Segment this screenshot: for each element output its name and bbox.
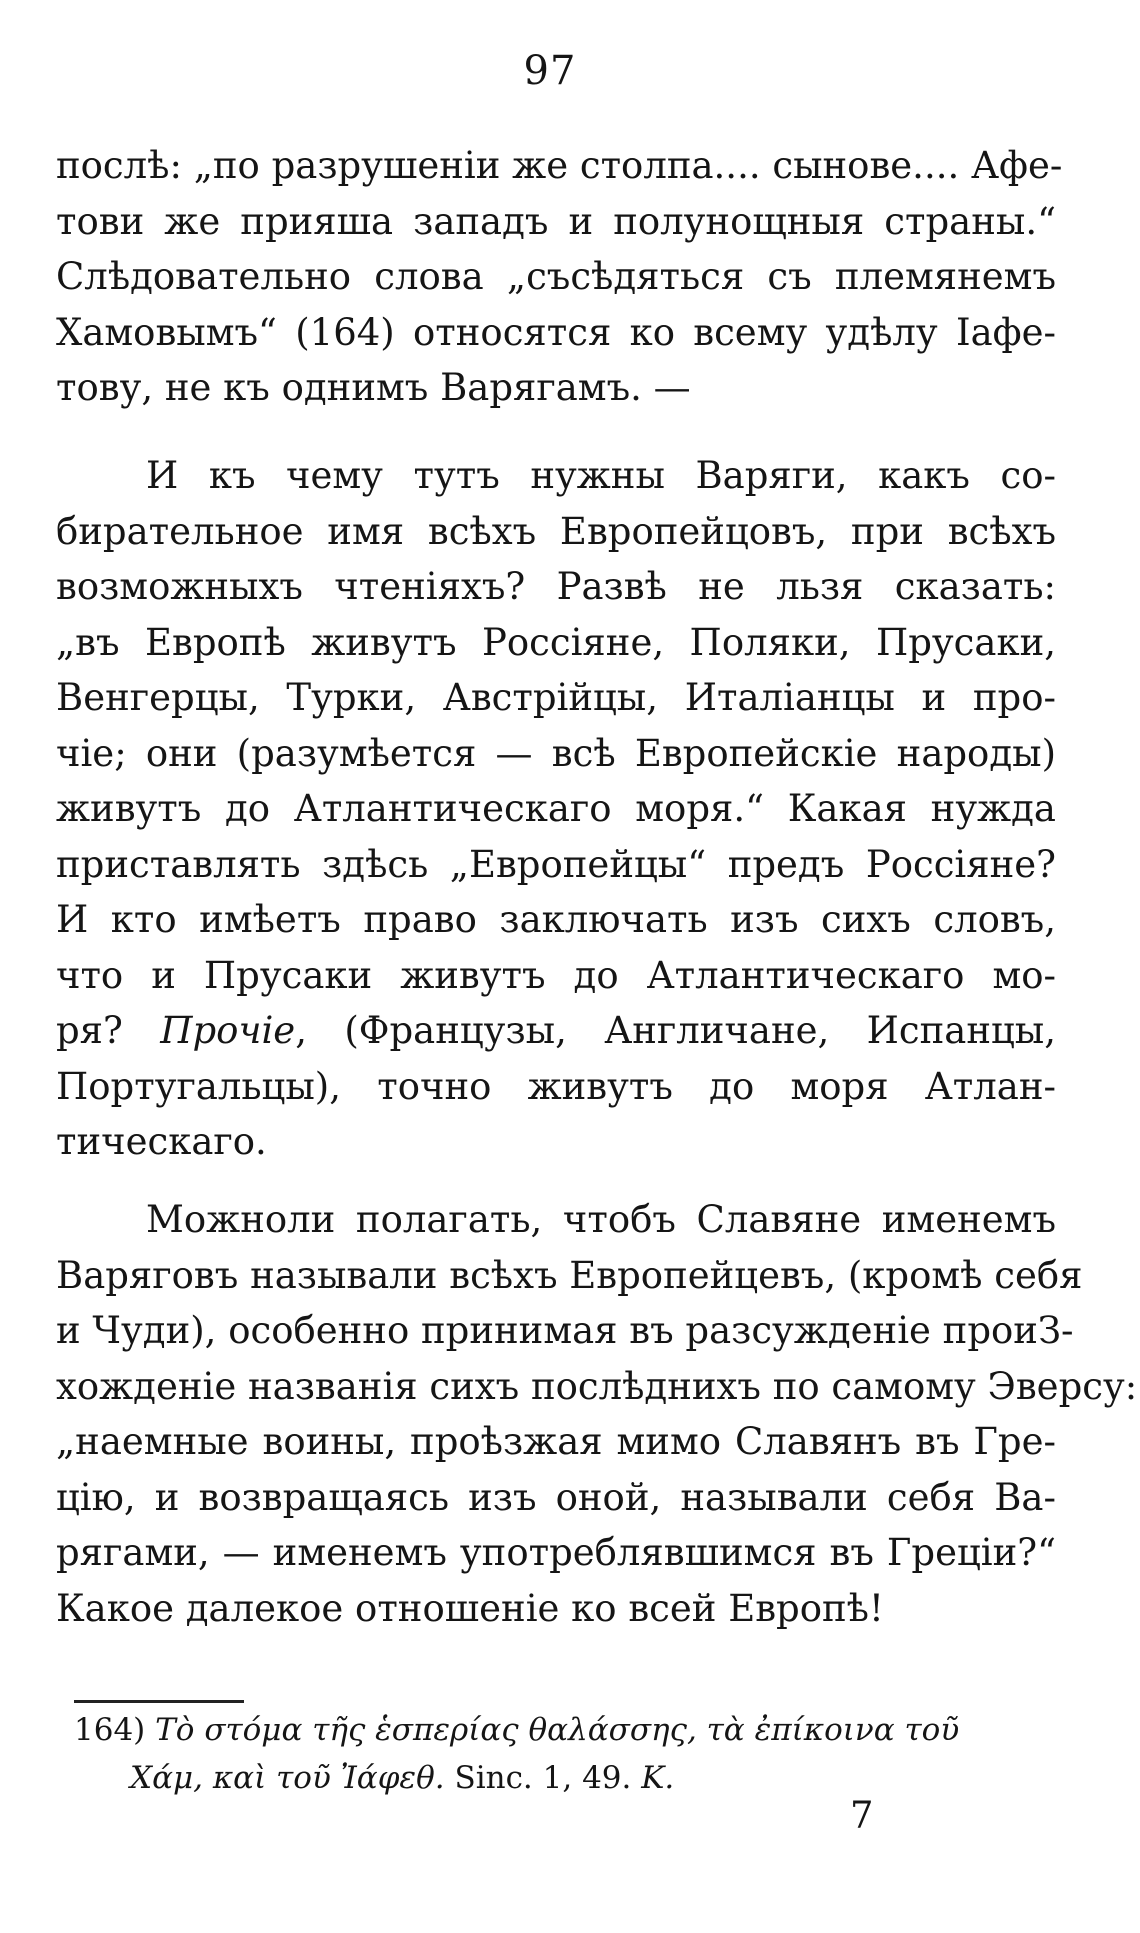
paragraph-2-line: Португальцы), точно живутъ до моря Атлан- bbox=[56, 1064, 1056, 1108]
paragraph-1-line: тови же прияша западъ и полунощныя страны.“ bbox=[56, 199, 1056, 243]
paragraph-2-line: что и Прусаки живутъ до Атлантическаго мо- bbox=[56, 953, 1056, 997]
paragraph-2-line-italic: ря? Прочіе, (Французы, Англичане, Испанцы, bbox=[56, 1009, 1057, 1052]
paragraph-2-line: „въ Европѣ живутъ Россіяне, Поляки, Прусаки, bbox=[56, 620, 1056, 664]
italic-word: Прочіе bbox=[160, 1009, 296, 1052]
footnote bbox=[74, 1706, 1064, 1802]
signature-mark: 7 bbox=[850, 1794, 874, 1837]
footnote-greek-text-2: Χάμ, καὶ τοῦ Ἰάφεθ. bbox=[130, 1760, 445, 1796]
footnote-reference: Sinc. 1, 49. bbox=[454, 1760, 632, 1796]
paragraph-2-line: живутъ до Атлантическаго моря.“ Какая нужда bbox=[56, 787, 1056, 830]
footnote-number: 164) bbox=[74, 1712, 146, 1748]
paragraph-3-line: Можноли полагать, чтобъ Славяне именемъ bbox=[146, 1198, 1056, 1241]
paragraph-3 bbox=[56, 1192, 1138, 1636]
paragraph-1-line: Хамовымъ“ (164) относятся ко всему удѣлу Іафе- bbox=[56, 310, 1056, 354]
footnote-line-1 bbox=[74, 1706, 1064, 1754]
paragraph-3-line: Варяговъ называли всѣхъ Европейцевъ, (кромѣ себя bbox=[56, 1253, 1083, 1297]
paragraph-3-line: „наемные воины, проѣзжая мимо Славянъ въ Гре- bbox=[56, 1420, 1056, 1463]
paragraph-2-line: бирательное имя всѣхъ Европейцовъ, при всѣхъ bbox=[56, 509, 1056, 553]
paragraph-2-line: чіе; они (разумѣется — всѣ Европейскіе народы) bbox=[56, 731, 1056, 775]
footnote-greek-text: Τὸ στόμα τῆς ἑσπερίας θαλάσσης, τὰ ἐπίκοινα τοῦ bbox=[155, 1712, 960, 1748]
footnote-divider bbox=[74, 1700, 244, 1703]
paragraph-1-line: послѣ: „по разрушеніи же столпа.... сынове.... Афе- bbox=[56, 144, 1063, 187]
paragraph-1 bbox=[56, 138, 1063, 416]
paragraph-3-line: цію, и возвращаясь изъ оной, называли себя Ва- bbox=[56, 1475, 1056, 1519]
paragraph-2-line: тическаго. bbox=[56, 1120, 267, 1163]
paragraph-3-line: Какое далекое отношеніе ко всей Европѣ! bbox=[56, 1586, 884, 1630]
paragraph-2 bbox=[56, 448, 1056, 1170]
footnote-line-2 bbox=[74, 1754, 1064, 1802]
paragraph-2-line: возможныхъ чтеніяхъ? Развѣ не льзя сказать: bbox=[56, 565, 1056, 608]
paragraph-2-line: И къ чему тутъ нужны Варяги, какъ со- bbox=[146, 454, 1056, 497]
paragraph-1-line: Слѣдовательно слова „съсѣдяться съ племянемъ bbox=[56, 255, 1056, 298]
paragraph-2-line: Венгерцы, Турки, Австрійцы, Италіанцы и про- bbox=[56, 676, 1056, 719]
paragraph-3-line: хожденіе названія сихъ послѣднихъ по самому Эверсу: bbox=[56, 1364, 1138, 1408]
footnote-author-letter: K. bbox=[641, 1760, 675, 1796]
paragraph-3-line: рягами, — именемъ употреблявшимся въ Греціи?“ bbox=[56, 1531, 1056, 1574]
paragraph-2-line: И кто имѣетъ право заключать изъ сихъ словъ, bbox=[56, 898, 1056, 941]
paragraph-3-line: и Чуди), особенно принимая въ разсужденіе проиЗ- bbox=[56, 1309, 1074, 1352]
paragraph-1-line: тову, не къ однимъ Варягамъ. — bbox=[56, 366, 691, 409]
page-number: 97 bbox=[523, 48, 577, 94]
paragraph-2-line: приставлять здѣсь „Европейцы“ предъ Россіяне? bbox=[56, 842, 1056, 886]
